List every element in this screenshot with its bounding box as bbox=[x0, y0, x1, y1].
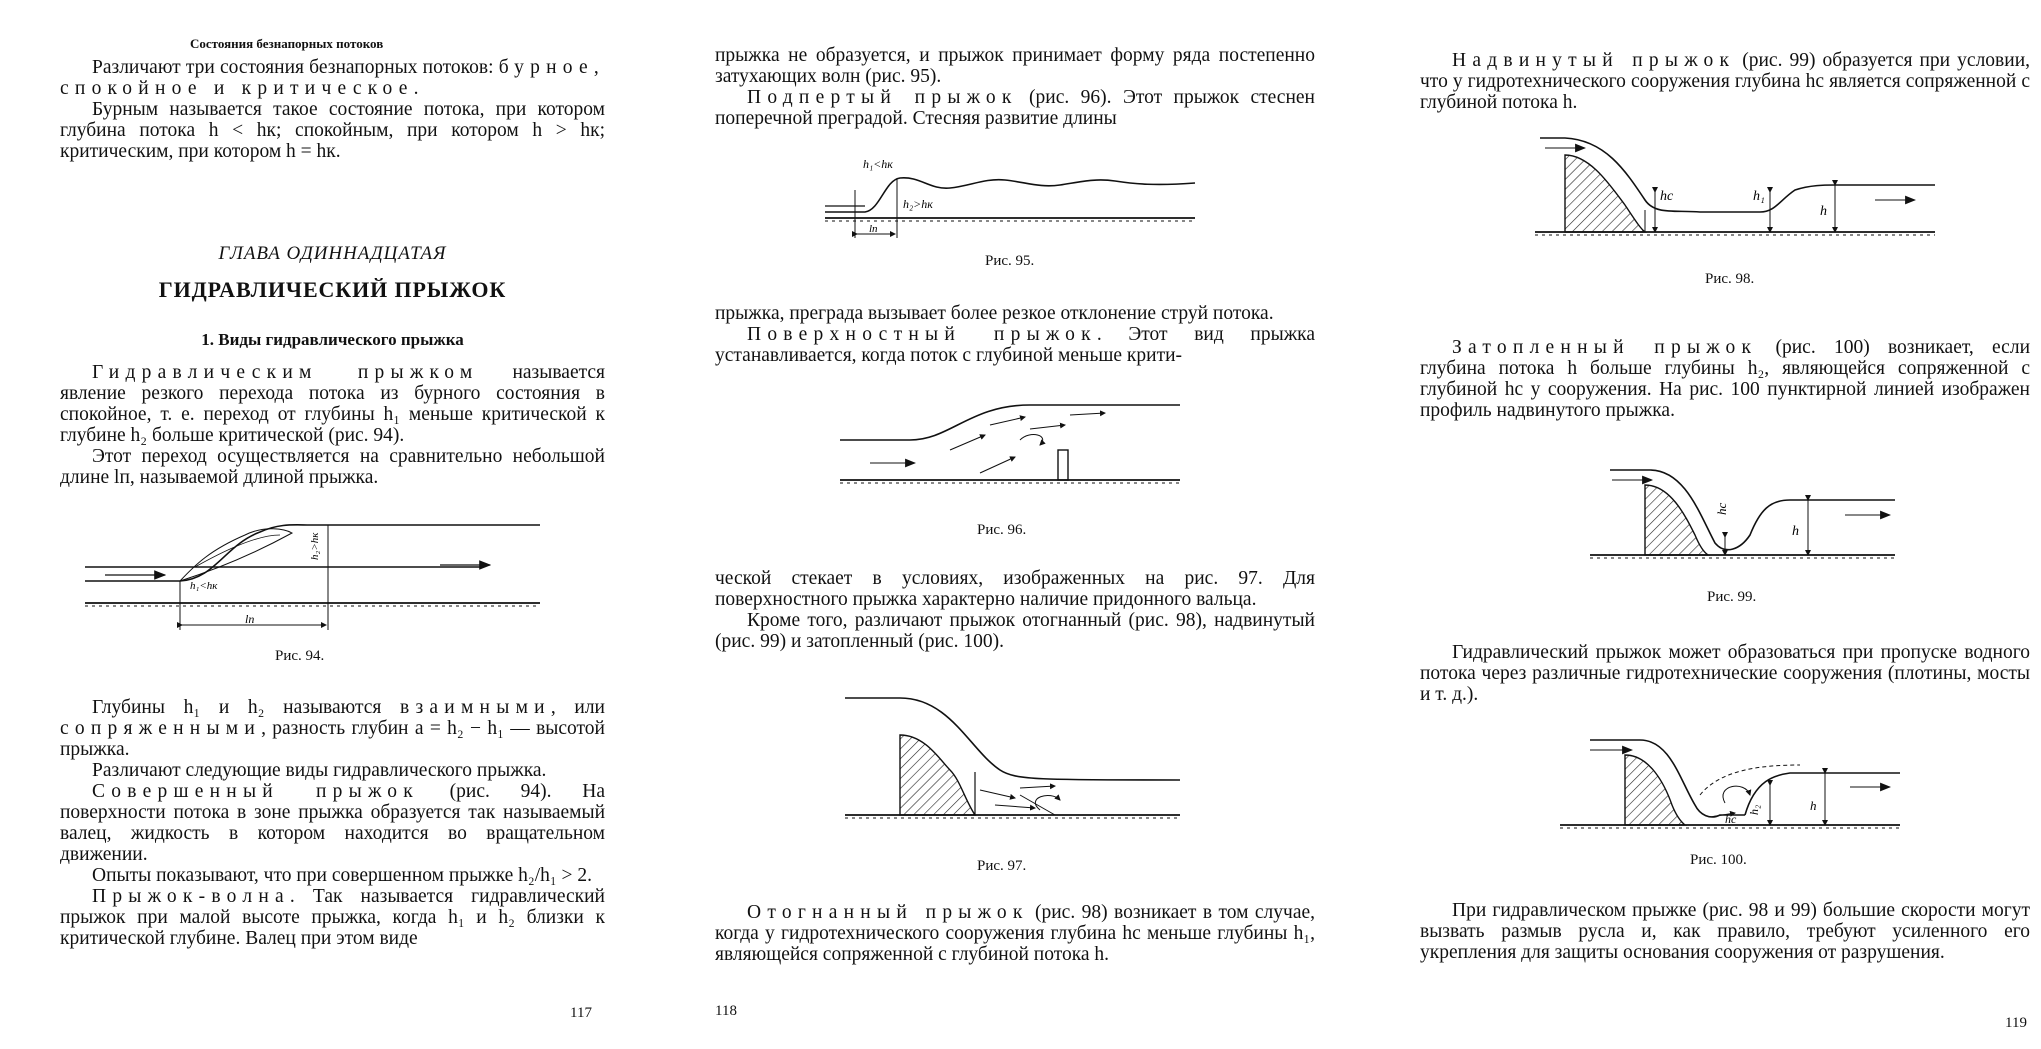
fig95-length-label: lп bbox=[869, 223, 878, 235]
fig94-length-label: lп bbox=[245, 612, 255, 626]
text: прыжка, преграда вызывает более резкое отклонение струй потока. bbox=[715, 303, 1274, 324]
text: Различают три состояния безнапорных потоков: bbox=[92, 57, 499, 78]
fig98-h1-label: h₁ bbox=[1753, 189, 1765, 204]
page-number: 118 bbox=[715, 1003, 737, 1019]
fig99-caption: Рис. 99. bbox=[1707, 589, 1757, 605]
text: Глубины h₁ и h₂ называются bbox=[92, 697, 401, 718]
running-head: Состояния безнапорных потоков bbox=[190, 36, 384, 51]
spaced-text: Отогнанный прыжок bbox=[747, 902, 1029, 923]
fig100-h2-label: h₂ bbox=[1747, 804, 1761, 815]
figure-95 bbox=[825, 140, 1205, 240]
surface-continuation bbox=[715, 568, 1315, 652]
spaced-text: Прыжок-волна bbox=[92, 886, 290, 907]
fig95-h2-label: h₂>hк bbox=[903, 197, 933, 211]
states-definition: Бурным называется такое состояние потока, при котором глубина потока h < hк; спокойным, при котором h > hк; критическим, при котором h = hк. bbox=[60, 99, 605, 162]
fig96-caption: Рис. 96. bbox=[977, 522, 1027, 538]
conjugate-paragraph bbox=[60, 697, 605, 949]
spaced-text: бурное, спокойное и критическое. bbox=[60, 57, 605, 99]
figure-99 bbox=[1590, 455, 1920, 570]
figure-94 bbox=[80, 505, 580, 635]
spaced-text: Гидравлическим прыжком bbox=[92, 362, 479, 383]
fig95-caption: Рис. 95. bbox=[985, 253, 1035, 269]
spaced-text: Надвинутый прыжок bbox=[1452, 50, 1736, 71]
fig98-hc-label: hc bbox=[1660, 189, 1674, 204]
fig94-caption: Рис. 94. bbox=[275, 648, 325, 664]
text: (рис. 94). На поверхности потока в зоне прыжка образуется так называемый валец, жидкость в котором находится во вращательном движении. bbox=[60, 781, 605, 865]
fig99-h-label: h bbox=[1792, 524, 1799, 539]
text: Различают следующие виды гидравлического прыжка. bbox=[92, 760, 547, 781]
page-117 bbox=[60, 0, 605, 1049]
spaced-text: Совершенный прыжок bbox=[92, 781, 419, 802]
fig99-hc-label: hc bbox=[1714, 502, 1729, 515]
fig94-h1-label: h₁<hк bbox=[190, 580, 218, 592]
chapter-title: ГИДРАВЛИЧЕСКИЙ ПРЫЖОК bbox=[158, 277, 507, 302]
figure-96 bbox=[840, 395, 1200, 505]
figure-98 bbox=[1535, 130, 1955, 245]
text: . Этот вид прыжка устанавливается, когда поток с глубиной меньше крити- bbox=[715, 324, 1316, 366]
page-118 bbox=[715, 0, 1315, 1049]
fig100-hc-label: hc bbox=[1725, 812, 1737, 826]
fig100-caption: Рис. 100. bbox=[1690, 852, 1747, 868]
states-paragraph bbox=[60, 57, 605, 162]
text: (рис. 99) образуется при условии, что у гидротехнического сооружения глубина hc является сопряженной с глубиной потока h. bbox=[1420, 50, 2031, 113]
fig95-h1-label: h₁<hк bbox=[863, 157, 893, 171]
text: (рис. 96). Этот прыжок стеснен поперечной преградой. Стесняя развитие длины bbox=[715, 87, 1315, 129]
page-number: 119 bbox=[2005, 1015, 2027, 1031]
spaced-text: Поверхностный прыжок bbox=[747, 324, 1097, 345]
text: , или bbox=[550, 697, 605, 718]
text: . Так называется гидравлический прыжок при малой высоте прыжка, когда h₁ и h₂ близки к критической глубине. Валец при этом виде bbox=[60, 886, 605, 949]
text: Гидравлический прыжок может образоваться при пропуске водного потока через различные гидротехнические сооружения (плотины, мосты и т. д.). bbox=[1420, 642, 2030, 705]
page-number: 117 bbox=[570, 1005, 592, 1021]
figure-100 bbox=[1560, 725, 1920, 840]
surface-paragraph bbox=[715, 303, 1315, 366]
text: прыжка не образуется, и прыжок принимает форму ряда постепенно затухающих волн (рис. 95). bbox=[715, 45, 1315, 87]
text: Опыты показывают, что при совершенном прыжке h₂/h₁ > 2. bbox=[92, 865, 593, 886]
fig98-h-label: h bbox=[1820, 204, 1827, 219]
page-119 bbox=[1420, 0, 2030, 1049]
section-title: 1. Виды гидравлического прыжка bbox=[201, 330, 464, 349]
text: (рис. 100) возникает, если глубина потока h больше глубины h₂, являющейся сопряженной с глубиной hc у сооружения. На рис. 100 пунктирной линией изображен профиль надвинутого прыжка. bbox=[1420, 337, 2031, 421]
spaced-text: сопряженными bbox=[60, 718, 262, 739]
final-paragraph bbox=[1420, 900, 2030, 963]
text: , разность глубин a = h₂ − h₁ — высотой прыжка. bbox=[60, 718, 605, 760]
pushed-paragraph bbox=[1420, 50, 2030, 113]
text: называется явление резкого перехода потока из бурного состояния в спокойное, т. е. переход от глубины h₁ меньше критической к глубине h₂ больше критической (рис. 94). bbox=[60, 362, 605, 446]
repelled-paragraph bbox=[715, 902, 1315, 965]
figure-97 bbox=[840, 690, 1200, 830]
fig97-caption: Рис. 97. bbox=[977, 858, 1027, 874]
text: Этот переход осуществляется на сравнительно небольшой длине lп, называемой длиной прыжка. bbox=[60, 446, 605, 488]
spaced-text: Затопленный прыжок bbox=[1452, 337, 1758, 358]
wave-continuation bbox=[715, 45, 1315, 129]
spaced-text: Подпертый прыжок bbox=[747, 87, 1018, 108]
fig100-h-label: h bbox=[1810, 798, 1817, 813]
text: Кроме того, различают прыжок отогнанный (рис. 98), надвинутый (рис. 99) и затопленный (рис. 100). bbox=[715, 610, 1315, 652]
text: При гидравлическом прыжке (рис. 98 и 99) большие скорости могут вызвать размыв русла и, как правило, требуют усиленного его укрепления для защиты основания сооружения от разрушения. bbox=[1420, 900, 2030, 963]
definition-paragraph bbox=[60, 362, 605, 488]
formation-paragraph bbox=[1420, 642, 2030, 705]
spaced-text: взаимными bbox=[400, 697, 551, 718]
fig98-caption: Рис. 98. bbox=[1705, 271, 1755, 287]
chapter-label: ГЛАВА ОДИННАДЦАТАЯ bbox=[218, 243, 447, 264]
text: ческой стекает в условиях, изображенных на рис. 97. Для поверхностного прыжка характерно наличие придонного вальца. bbox=[715, 568, 1315, 610]
fig94-h2-label: h₂>hк bbox=[309, 532, 321, 560]
submerged-paragraph bbox=[1420, 337, 2030, 421]
text: (рис. 98) возникает в том случае, когда у гидротехнического сооружения глубина hc меньше глубины h₁, являющейся сопряженной с глубиной потока h. bbox=[715, 902, 1316, 965]
